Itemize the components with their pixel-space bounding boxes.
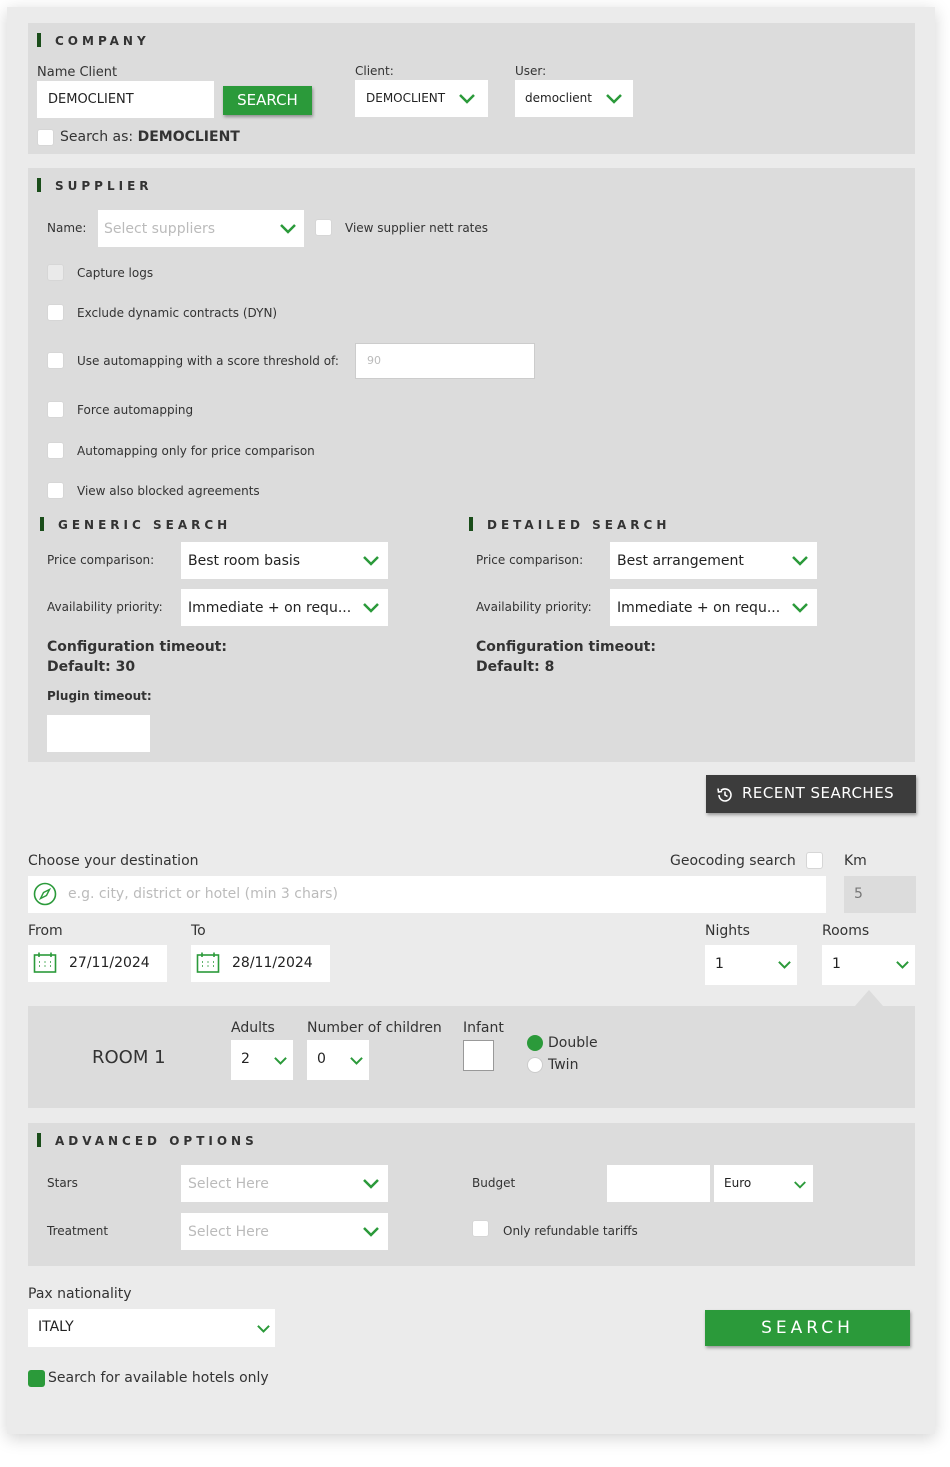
treatment-placeholder: Select Here xyxy=(188,1224,269,1240)
treatment-select[interactable] xyxy=(181,1213,388,1250)
supplier-name-label: Name: xyxy=(47,221,87,235)
twin-label: Twin xyxy=(548,1057,579,1073)
chevron-down-icon xyxy=(794,1181,806,1189)
use-automapping-label: Use automapping with a score threshold of: xyxy=(77,354,339,368)
company-search-button[interactable]: SEARCH xyxy=(223,86,312,115)
budget-input[interactable] xyxy=(607,1165,710,1202)
detailed-availability-select[interactable] xyxy=(610,589,817,626)
view-nett-rates-checkbox[interactable] xyxy=(315,219,332,236)
detailed-config-timeout-default: Default: 8 xyxy=(476,659,555,675)
stars-placeholder: Select Here xyxy=(188,1176,269,1192)
name-client-label: Name Client xyxy=(37,65,118,80)
force-automapping-checkbox[interactable] xyxy=(47,401,64,418)
supplier-select[interactable] xyxy=(98,210,304,247)
available-only-label: Search for available hotels only xyxy=(48,1370,269,1386)
children-select[interactable] xyxy=(307,1040,369,1080)
chevron-down-icon xyxy=(350,1057,363,1065)
double-label: Double xyxy=(548,1035,598,1051)
chevron-down-icon xyxy=(459,94,475,104)
capture-logs-checkbox[interactable] xyxy=(47,264,64,281)
to-label: To xyxy=(191,923,206,939)
geocoding-label: Geocoding search xyxy=(670,853,796,869)
detailed-price-label: Price comparison: xyxy=(476,553,584,567)
advanced-options-title: ADVANCED OPTIONS xyxy=(55,1134,258,1148)
chevron-down-icon xyxy=(792,556,808,566)
to-date-value: 28/11/2024 xyxy=(232,955,313,971)
generic-price-value: Best room basis xyxy=(188,553,301,569)
user-select[interactable] xyxy=(515,80,633,117)
company-section xyxy=(28,23,915,154)
adults-value: 2 xyxy=(241,1051,250,1067)
detailed-availability-value: Immediate + on requ... xyxy=(617,600,781,616)
nationality-select[interactable] xyxy=(28,1309,275,1347)
from-date-value: 27/11/2024 xyxy=(69,955,150,971)
user-select-value: democlient xyxy=(525,91,592,105)
chevron-down-icon xyxy=(257,1325,270,1333)
infant-label: Infant xyxy=(463,1020,504,1036)
recent-searches-label: RECENT SEARCHES xyxy=(742,784,895,802)
children-value: 0 xyxy=(317,1051,326,1067)
search-form-page xyxy=(7,7,935,1434)
company-title: COMPANY xyxy=(55,34,150,48)
plugin-timeout-label: Plugin timeout: xyxy=(47,689,152,703)
generic-config-timeout-label: Configuration timeout: xyxy=(47,639,227,655)
calendar-icon xyxy=(33,952,57,974)
generic-availability-label: Availability priority: xyxy=(47,600,163,614)
chevron-down-icon xyxy=(896,961,909,969)
chevron-down-icon xyxy=(274,1057,287,1065)
budget-label: Budget xyxy=(472,1176,516,1190)
supplier-title: SUPPLIER xyxy=(55,179,153,193)
available-only-checkbox[interactable] xyxy=(28,1370,45,1387)
from-date-input[interactable] xyxy=(28,945,167,982)
currency-value: Euro xyxy=(724,1176,752,1190)
infant-checkbox[interactable] xyxy=(463,1040,494,1071)
threshold-placeholder: 90 xyxy=(367,354,381,367)
compass-icon xyxy=(33,882,57,906)
capture-logs-label: Capture logs xyxy=(77,266,154,280)
generic-availability-value: Immediate + on requ... xyxy=(188,600,352,616)
nights-label: Nights xyxy=(705,923,750,939)
adults-label: Adults xyxy=(231,1020,275,1036)
generic-availability-select[interactable] xyxy=(181,589,388,626)
generic-config-timeout-default: Default: 30 xyxy=(47,659,136,675)
client-select[interactable] xyxy=(355,80,488,117)
detailed-search-title: DETAILED SEARCH xyxy=(487,518,671,532)
supplier-section xyxy=(28,168,915,762)
plugin-timeout-input[interactable] xyxy=(47,715,150,752)
detailed-availability-label: Availability priority: xyxy=(476,600,592,614)
room-panel-pointer xyxy=(855,990,883,1006)
name-client-value: DEMOCLIENT xyxy=(48,92,134,107)
detailed-price-value: Best arrangement xyxy=(617,553,744,569)
nationality-label: Pax nationality xyxy=(28,1286,132,1302)
use-automapping-checkbox[interactable] xyxy=(47,352,64,369)
nights-value: 1 xyxy=(715,956,724,972)
exclude-dynamic-checkbox[interactable] xyxy=(47,304,64,321)
detailed-price-select[interactable] xyxy=(610,542,817,579)
automapping-price-checkbox[interactable] xyxy=(47,442,64,459)
km-label: Km xyxy=(844,853,867,869)
room-title: ROOM 1 xyxy=(92,1047,166,1068)
chevron-down-icon xyxy=(363,556,379,566)
stars-label: Stars xyxy=(47,1176,78,1190)
automapping-price-label: Automapping only for price comparison xyxy=(77,444,315,458)
generic-price-label: Price comparison: xyxy=(47,553,155,567)
view-blocked-label: View also blocked agreements xyxy=(77,484,260,498)
chevron-down-icon xyxy=(363,1179,379,1189)
history-icon xyxy=(716,786,734,804)
search-as-checkbox[interactable] xyxy=(37,129,54,146)
search-as-value: DEMOCLIENT xyxy=(137,129,240,145)
destination-placeholder: e.g. city, district or hotel (min 3 chars) xyxy=(68,886,338,902)
user-label: User: xyxy=(515,64,547,78)
rooms-value: 1 xyxy=(832,956,841,972)
currency-select[interactable] xyxy=(714,1165,813,1202)
chevron-down-icon xyxy=(778,961,791,969)
chevron-down-icon xyxy=(363,1227,379,1237)
recent-searches-button[interactable] xyxy=(706,775,916,813)
rooms-select[interactable] xyxy=(822,945,915,985)
client-label: Client: xyxy=(355,64,394,78)
client-select-value: DEMOCLIENT xyxy=(366,91,446,105)
refundable-label: Only refundable tariffs xyxy=(503,1224,638,1238)
from-label: From xyxy=(28,923,63,939)
name-client-input[interactable] xyxy=(37,81,214,118)
km-value: 5 xyxy=(854,886,863,902)
double-radio[interactable] xyxy=(527,1035,543,1051)
threshold-input[interactable] xyxy=(355,343,535,379)
view-nett-rates-label: View supplier nett rates xyxy=(345,221,489,235)
room-panel xyxy=(28,1006,915,1108)
twin-radio[interactable] xyxy=(527,1057,543,1073)
children-label: Number of children xyxy=(307,1020,442,1036)
to-date-input[interactable] xyxy=(191,945,330,982)
geocoding-checkbox[interactable] xyxy=(806,852,823,869)
generic-search-title: GENERIC SEARCH xyxy=(58,518,232,532)
main-search-button[interactable]: SEARCH xyxy=(705,1310,910,1346)
search-as-label xyxy=(60,129,240,145)
view-blocked-checkbox[interactable] xyxy=(47,482,64,499)
chevron-down-icon xyxy=(606,94,622,104)
chevron-down-icon xyxy=(792,603,808,613)
destination-label: Choose your destination xyxy=(28,853,199,869)
treatment-label: Treatment xyxy=(47,1224,109,1238)
detailed-config-timeout-label: Configuration timeout: xyxy=(476,639,656,655)
generic-price-select[interactable] xyxy=(181,542,388,579)
chevron-down-icon xyxy=(280,224,296,234)
nationality-value: ITALY xyxy=(38,1319,74,1335)
advanced-options-section xyxy=(28,1123,915,1266)
stars-select[interactable] xyxy=(181,1165,388,1202)
search-as-text: Search as: xyxy=(60,129,134,145)
nights-select[interactable] xyxy=(705,945,797,985)
km-input[interactable] xyxy=(844,876,916,913)
supplier-select-placeholder: Select suppliers xyxy=(104,221,216,237)
exclude-dynamic-label: Exclude dynamic contracts (DYN) xyxy=(77,306,278,320)
refundable-checkbox[interactable] xyxy=(472,1220,489,1237)
adults-select[interactable] xyxy=(231,1040,293,1080)
chevron-down-icon xyxy=(363,603,379,613)
force-automapping-label: Force automapping xyxy=(77,403,194,417)
destination-input[interactable] xyxy=(28,876,826,913)
rooms-label: Rooms xyxy=(822,923,870,939)
calendar-icon xyxy=(196,952,220,974)
